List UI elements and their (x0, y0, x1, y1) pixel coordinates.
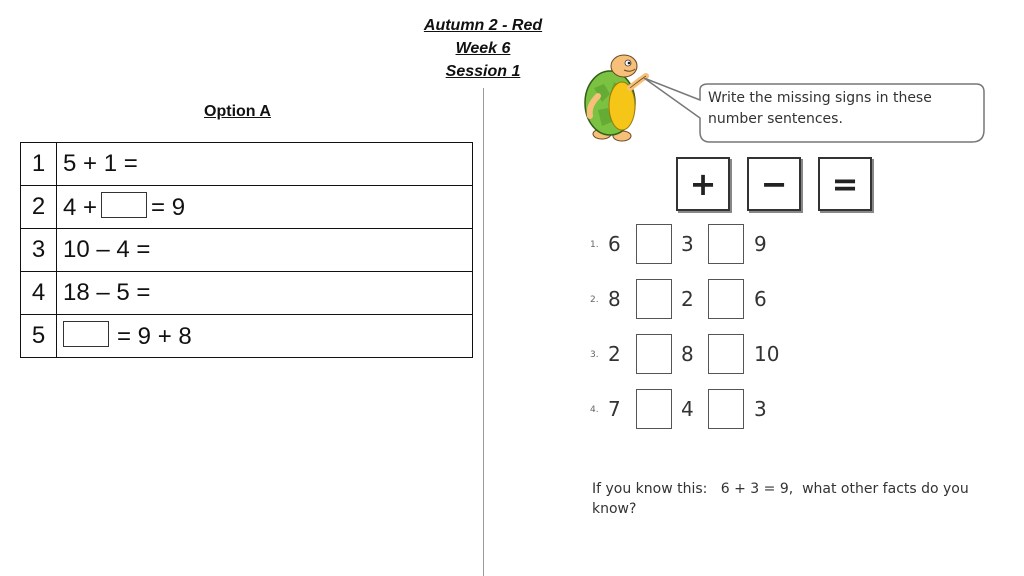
answer-blank-box[interactable] (101, 192, 147, 218)
question-expression-right: = 9 + 8 (117, 323, 192, 350)
question-expression-left: 4 + (63, 194, 98, 221)
problem-number-b: 2 (681, 287, 694, 311)
question-expression: 5 + 1 = (63, 150, 138, 177)
speech-text: Write the missing signs in these number sentences. (708, 90, 932, 127)
question-expression-right: = 9 (151, 194, 186, 221)
problem-index: 4. (590, 405, 599, 415)
problem-number-c: 10 (754, 342, 780, 366)
question-number: 2 (21, 186, 57, 229)
missing-sign-box[interactable] (636, 334, 672, 374)
problem-number-b: 8 (681, 342, 694, 366)
problem-index: 1. (590, 240, 599, 250)
table-row (21, 143, 473, 186)
problem-number-c: 3 (754, 397, 767, 421)
question-expression: 10 – 4 = (63, 236, 151, 263)
question-number: 1 (21, 143, 57, 186)
extension-suffix: what other facts do you know? (592, 481, 969, 517)
missing-sign-box[interactable] (708, 224, 744, 264)
extension-fact: 6 + 3 = 9, (720, 481, 794, 497)
missing-sign-box[interactable] (708, 334, 744, 374)
option-title: Option A (204, 103, 271, 120)
question-text (57, 315, 473, 358)
minus-sign-card: − (747, 157, 801, 211)
extension-question (592, 479, 992, 519)
question-expression: 18 – 5 = (63, 279, 151, 306)
header-session: Session 1 (445, 63, 521, 80)
missing-sign-box[interactable] (636, 389, 672, 429)
equals-sign-card: = (818, 157, 872, 211)
extension-prefix: If you know this: (592, 481, 708, 497)
missing-sign-box[interactable] (708, 279, 744, 319)
question-table (20, 142, 473, 358)
missing-sign-box[interactable] (708, 389, 744, 429)
question-text (57, 143, 473, 186)
question-text (57, 186, 473, 229)
problem-number-a: 6 (608, 232, 621, 256)
problem-number-b: 4 (681, 397, 694, 421)
worksheet-header (383, 14, 583, 83)
question-text (57, 272, 473, 315)
problem-number-a: 8 (608, 287, 621, 311)
question-text (57, 229, 473, 272)
problem-number-a: 2 (608, 342, 621, 366)
table-row (21, 315, 473, 358)
question-number: 5 (21, 315, 57, 358)
missing-sign-box[interactable] (636, 224, 672, 264)
page-divider (483, 88, 484, 576)
problem-number-c: 9 (754, 232, 767, 256)
table-row (21, 229, 473, 272)
table-row (21, 186, 473, 229)
plus-sign-card: + (676, 157, 730, 211)
question-number: 4 (21, 272, 57, 315)
table-row (21, 272, 473, 315)
problem-number-a: 7 (608, 397, 621, 421)
header-week: Week 6 (455, 40, 511, 57)
problem-index: 3. (590, 350, 599, 360)
answer-blank-box[interactable] (63, 321, 109, 347)
question-number: 3 (21, 229, 57, 272)
missing-sign-box[interactable] (636, 279, 672, 319)
problem-number-b: 3 (681, 232, 694, 256)
problem-index: 2. (590, 295, 599, 305)
header-term: Autumn 2 - Red (423, 17, 543, 34)
problem-number-c: 6 (754, 287, 767, 311)
